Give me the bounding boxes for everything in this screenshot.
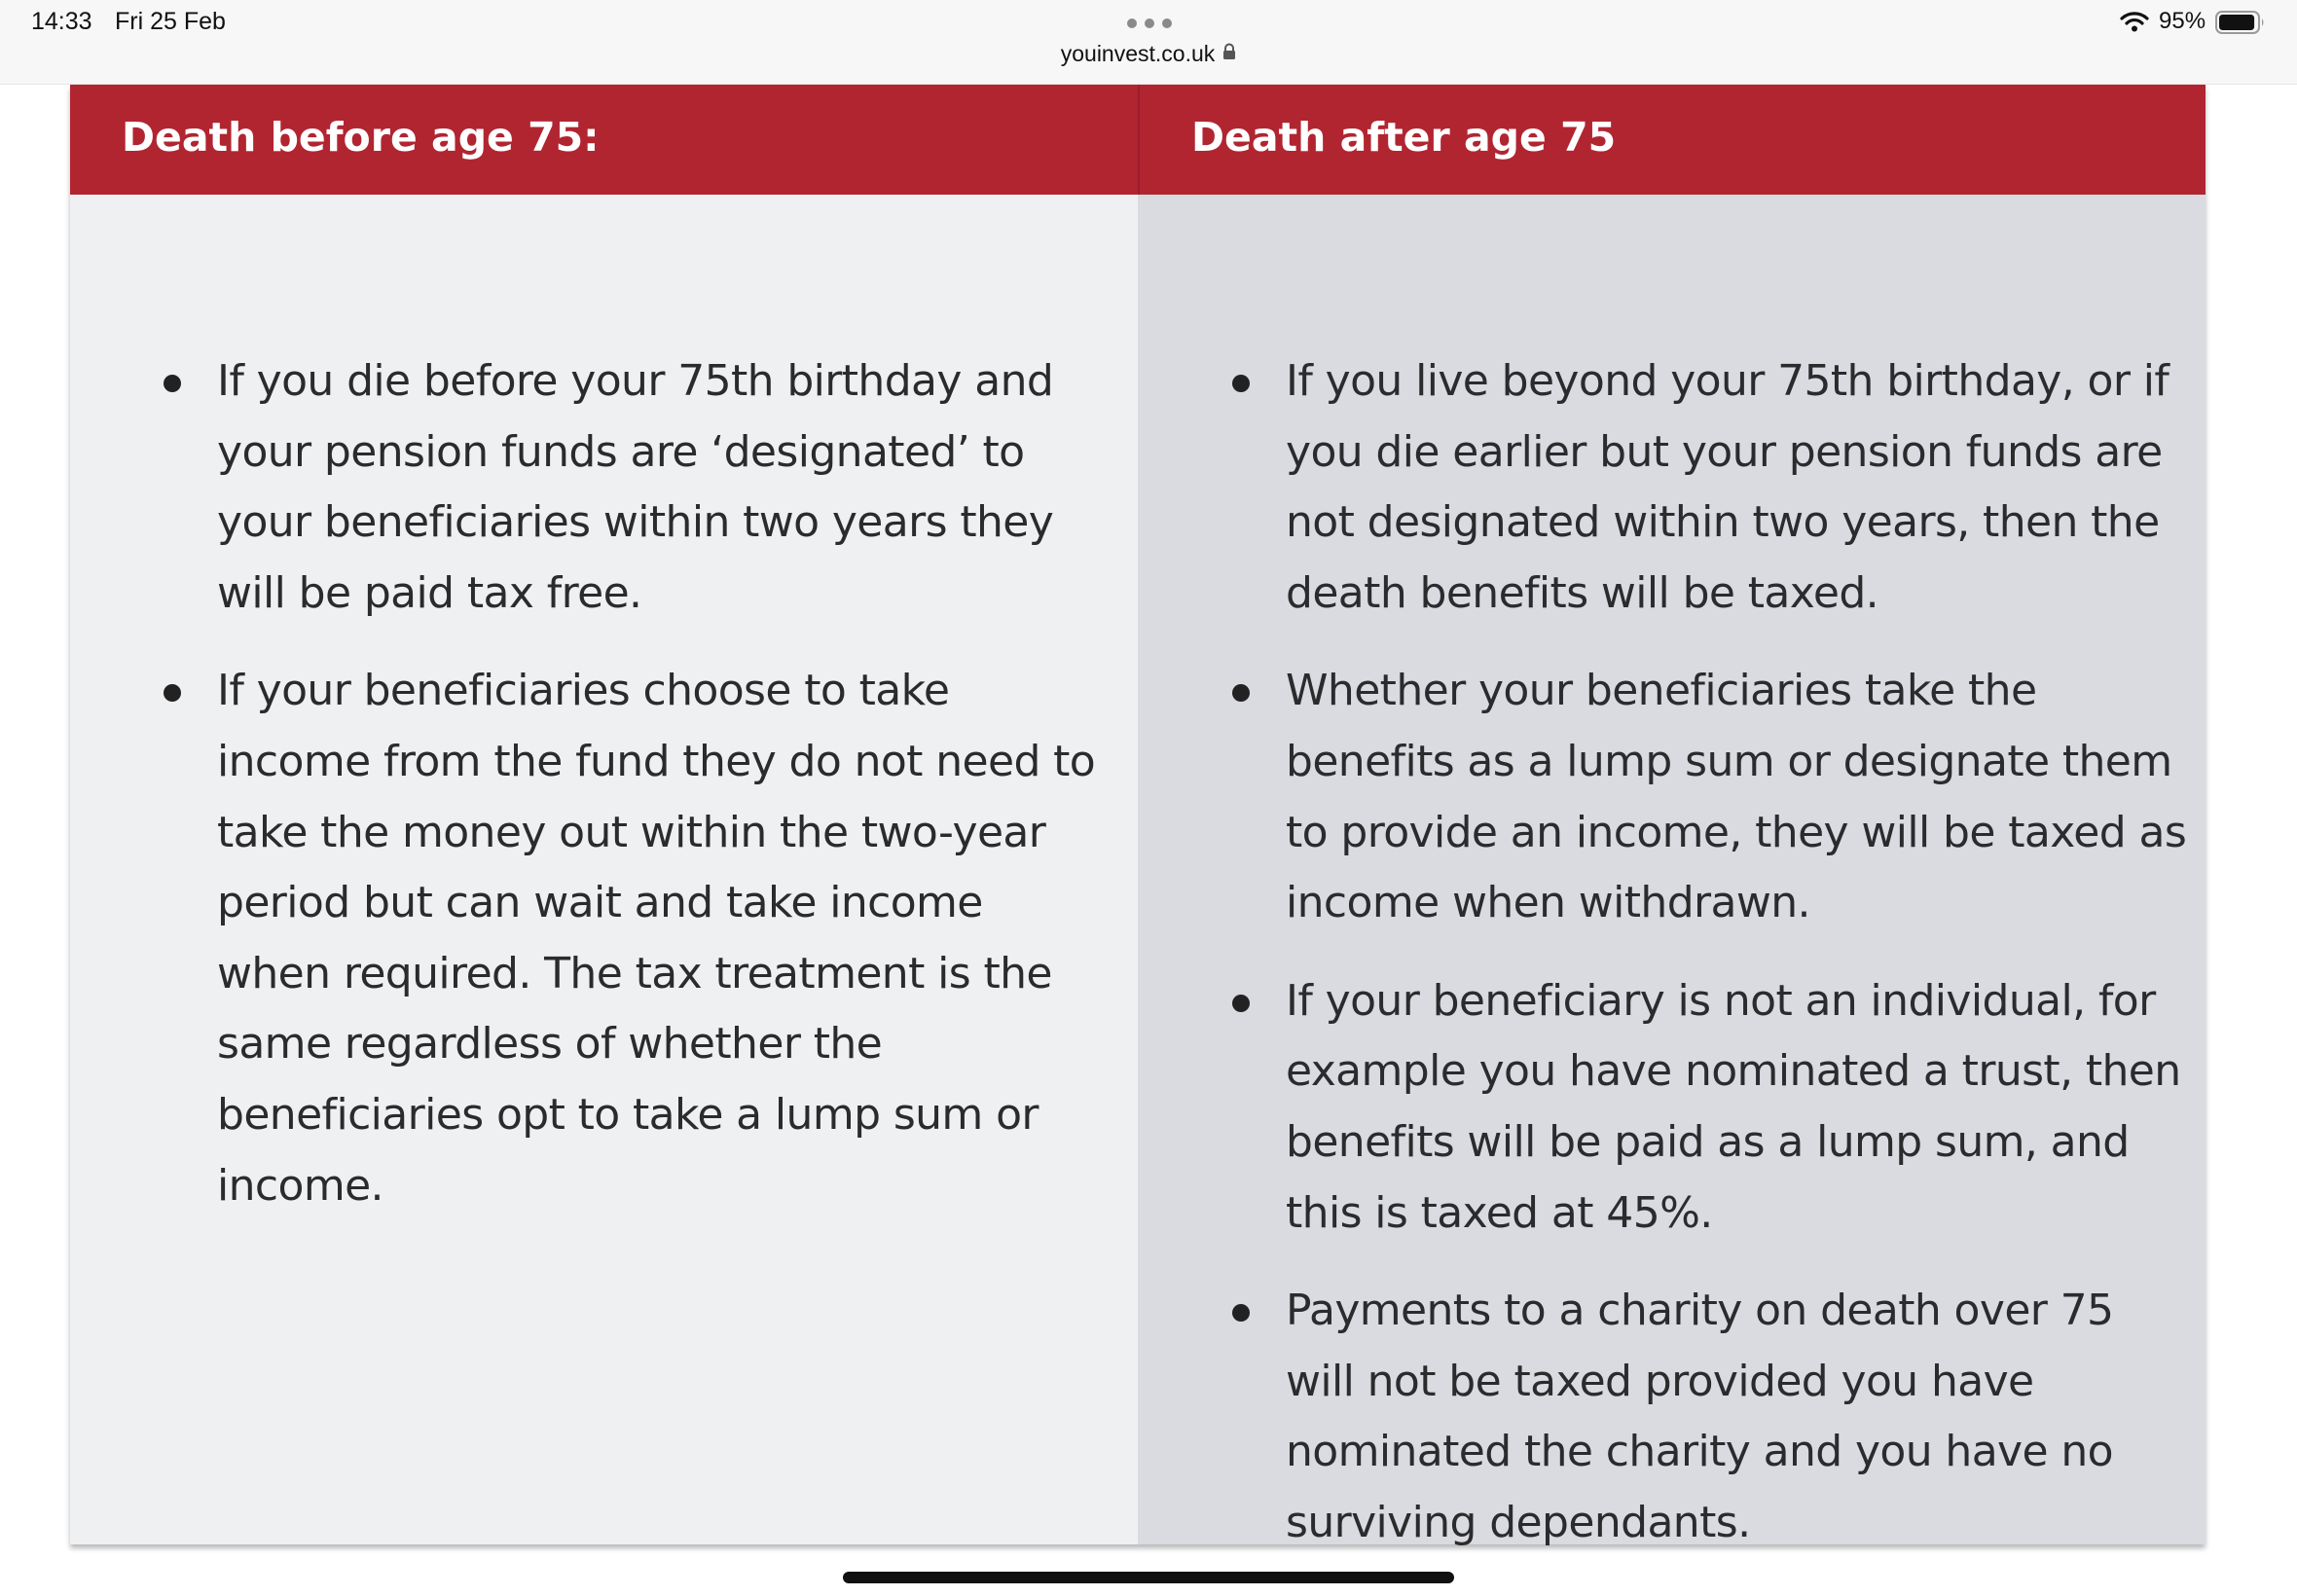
list-item-text: Whether your beneficiaries take the benefits as a lump sum or designate them to provide an income, they will be taxed as income when withdrawn. [1286, 666, 2187, 928]
bullet-list-before-75 [217, 346, 1103, 1249]
status-time: 14:33 [31, 8, 92, 35]
column-after-75 [1138, 195, 2206, 1547]
column-before-75 [70, 195, 1138, 1544]
bullet-icon [1232, 1304, 1250, 1322]
list-item [1286, 966, 2191, 1249]
battery-icon [2215, 11, 2266, 38]
bullet-list-after-75 [1286, 346, 2191, 1586]
more-options-icon[interactable] [1127, 18, 1172, 28]
lock-icon [1222, 40, 1236, 66]
bullet-icon [1232, 684, 1250, 702]
list-item [1286, 346, 2191, 629]
death-benefits-table [70, 85, 2206, 1547]
column-heading-after-75: Death after age 75 [1138, 85, 2206, 195]
wifi-icon [2120, 11, 2149, 36]
list-item-text: If your beneficiaries choose to take income from the fund they do not need to take the money out within the two-year period but can wait and take income when required. The tax treatment is the same regardless of whether the beneficiaries opt to take a lump sum or income. [217, 666, 1096, 1211]
status-bar [0, 0, 2297, 85]
column-heading-before-75: Death before age 75: [70, 85, 1138, 195]
status-date: Fri 25 Feb [115, 8, 226, 35]
address-bar[interactable] [0, 41, 2297, 67]
list-item-text: If you die before your 75th birthday and your pension funds are ‘designated’ to your beneficiaries within two years they will be paid tax free. [217, 356, 1054, 618]
list-item-text: If your beneficiary is not an individual, for example you have nominated a trust, then benefits will be paid as a lump sum, and this is taxed at 45%. [1286, 975, 2181, 1238]
bullet-icon [1232, 375, 1250, 392]
url-text: youinvest.co.uk [1060, 41, 1216, 66]
list-item-text: Payments to a charity on death over 75 will not be taxed provided you have nominated the charity and you have no surviving dependants. [1286, 1286, 2114, 1547]
list-item [1286, 1276, 2191, 1558]
battery-percentage: 95% [2159, 8, 2206, 34]
list-item-text: If you live beyond your 75th birthday, or if you die earlier but your pension funds are not designated within two years, then the death benefits will be taxed. [1286, 356, 2169, 618]
list-item [217, 656, 1103, 1221]
bullet-icon [164, 375, 181, 392]
list-item [1286, 656, 2191, 938]
list-item [217, 346, 1103, 629]
bullet-icon [164, 684, 181, 702]
bullet-icon [1232, 995, 1250, 1012]
home-indicator[interactable] [843, 1572, 1454, 1583]
